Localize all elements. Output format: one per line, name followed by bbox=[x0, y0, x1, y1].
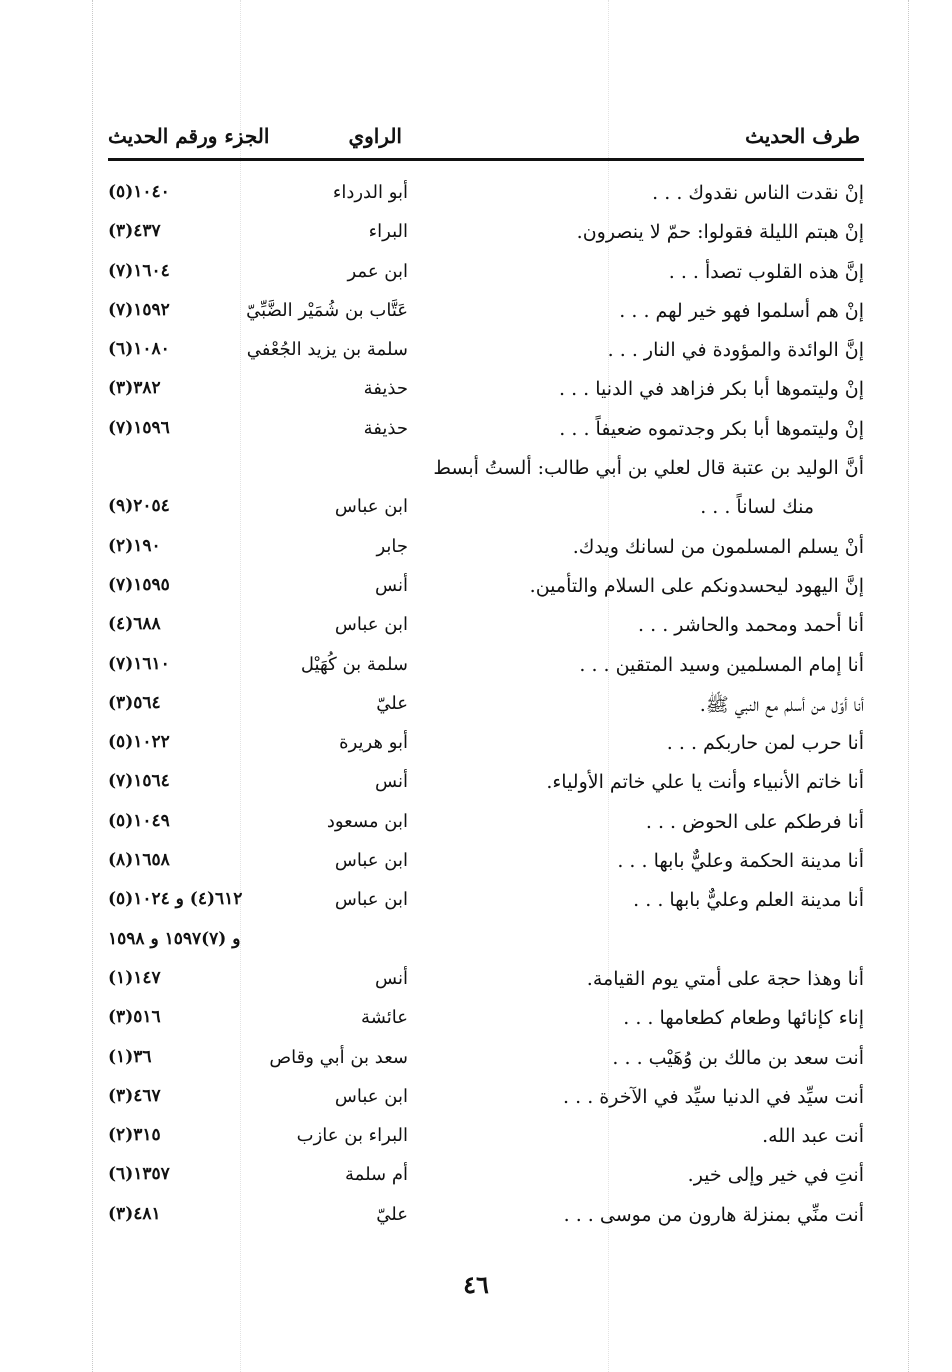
header-reference: الجزء ورقم الحديث bbox=[108, 124, 270, 148]
hadith-reference: ٣٨٢(٣) bbox=[108, 378, 161, 399]
hadith-reference: ١٥٩٥(٧) bbox=[108, 574, 170, 595]
narrator-name: البراء بن عازب bbox=[296, 1125, 408, 1147]
hadith-reference: ٣٦(١) bbox=[108, 1046, 152, 1067]
index-row bbox=[108, 1041, 864, 1080]
narrator-name: أنس bbox=[375, 967, 408, 989]
hadith-reference: ١٤٧(١) bbox=[108, 967, 161, 988]
page-number: ٤٦ bbox=[463, 1270, 489, 1299]
index-row bbox=[108, 805, 864, 844]
narrator-name: أم سلمة bbox=[345, 1164, 408, 1186]
narrator-name: عائشة bbox=[361, 1007, 408, 1029]
hadith-reference: ٤٨١(٣) bbox=[108, 1203, 161, 1224]
hadith-text: أنا أوّل من أسلم مع النبي ﷺ. bbox=[699, 693, 864, 716]
narrator-name: ابن عباس bbox=[334, 889, 408, 911]
narrator-name: أنس bbox=[375, 574, 408, 596]
hadith-reference: ١٦٠٤(٧) bbox=[108, 260, 170, 281]
index-row bbox=[108, 255, 864, 294]
narrator-name: سلمة بن كُهَيْل bbox=[300, 653, 408, 675]
hadith-text: أنا فرطكم على الحوض . . . bbox=[645, 810, 864, 833]
hadith-text: إنْ وليتموها أبا بكر فزاهد في الدنيا . . . bbox=[559, 378, 864, 401]
narrator-name: ابن عباس bbox=[334, 850, 408, 872]
hadith-text: أنت عبد الله. bbox=[762, 1125, 864, 1148]
header-narrator: الراوي bbox=[348, 124, 402, 148]
table-header bbox=[108, 124, 860, 160]
narrator-name: جابر bbox=[376, 535, 408, 557]
hadith-text: أنت سعد بن مالك بن وُهَيْب . . . bbox=[612, 1046, 864, 1069]
narrator-name: أبو هريرة bbox=[339, 732, 408, 754]
narrator-name: حذيفة bbox=[363, 378, 408, 400]
hadith-reference: ١٥٩٢(٧) bbox=[108, 299, 170, 320]
hadith-reference: ١٣٥٧(٦) bbox=[108, 1164, 170, 1185]
hadith-reference: ١٠٨٠(٦) bbox=[108, 339, 170, 360]
hadith-reference: ٢٠٥٤(٩) bbox=[108, 496, 170, 517]
hadith-reference: ٦١٢(٤) و ١٠٢٤(٥) bbox=[108, 889, 243, 910]
hadith-reference: ١٥٦٤(٧) bbox=[108, 771, 170, 792]
hadith-reference: ٤٦٧(٣) bbox=[108, 1085, 161, 1106]
narrator-name: عَتَّاب بن شُمَيْر الضَّبِّيّ bbox=[246, 299, 408, 321]
hadith-reference: ٥٦٤(٣) bbox=[108, 692, 161, 713]
hadith-reference: ١٠٢٢(٥) bbox=[108, 732, 170, 753]
hadith-reference: و (٧)١٥٩٧ و ١٥٩٨ bbox=[108, 928, 241, 949]
hadith-text: إنَّ اليهود ليحسدونكم على السلام والتأمين. bbox=[529, 574, 864, 597]
hadith-text: إنْ هبتم الليلة فقولوا: حمّ لا ينصرون. bbox=[576, 221, 864, 244]
index-row bbox=[108, 687, 864, 726]
narrator-name: عليّ bbox=[376, 1203, 408, 1225]
narrator-name: ابن عباس bbox=[334, 1085, 408, 1107]
index-row bbox=[108, 1198, 864, 1237]
narrator-name: البراء bbox=[368, 221, 408, 243]
narrator-name: حذيفة bbox=[363, 417, 408, 439]
hadith-reference: ١٠٤٩(٥) bbox=[108, 810, 170, 831]
index-row bbox=[108, 451, 864, 490]
page-edge-right bbox=[908, 0, 909, 1372]
hadith-text: أنا وهذا حجة على أمتي يوم القيامة. bbox=[586, 967, 864, 990]
hadith-reference: ١٠٤٠(٥) bbox=[108, 182, 170, 202]
hadith-reference: ٥١٦(٣) bbox=[108, 1007, 161, 1028]
page-edge-left bbox=[92, 0, 93, 1372]
hadith-text: إنَّ الوائدة والمؤودة في النار . . . bbox=[607, 339, 864, 362]
index-row bbox=[108, 648, 864, 687]
hadith-reference: ٤٣٧(٣) bbox=[108, 221, 161, 242]
index-row bbox=[108, 490, 864, 529]
index-row bbox=[108, 1080, 864, 1119]
index-row bbox=[108, 412, 864, 451]
narrator-name: ابن عمر bbox=[347, 260, 408, 282]
narrator-name: ابن عباس bbox=[334, 614, 408, 636]
narrator-name: عليّ bbox=[376, 692, 408, 714]
hadith-text: إنْ نقدت الناس نقدوك . . . bbox=[652, 182, 864, 204]
hadith-reference: ٣١٥(٢) bbox=[108, 1125, 161, 1146]
hadith-text: أنا أحمد ومحمد والحاشر . . . bbox=[638, 614, 864, 637]
hadith-text: أنَّ الوليد بن عتبة قال لعلي بن أبي طالب: ألستُ أبسط bbox=[433, 457, 864, 480]
index-row bbox=[108, 883, 864, 922]
hadith-text: أنْ يسلم المسلمون من لسانك ويدك. bbox=[572, 535, 864, 558]
index-row bbox=[108, 530, 864, 569]
header-hadith: طرف الحديث bbox=[745, 124, 860, 148]
narrator-name: ابن عباس bbox=[334, 496, 408, 518]
narrator-name: ابن مسعود bbox=[326, 810, 408, 832]
hadith-text: أنتِ في خير وإلى خير. bbox=[687, 1164, 864, 1187]
index-row bbox=[108, 569, 864, 608]
narrator-name: أبو الدرداء bbox=[332, 182, 408, 203]
index-row bbox=[108, 1001, 864, 1040]
narrator-name: سلمة بن يزيد الجُعْفي bbox=[246, 339, 408, 361]
index-row bbox=[108, 923, 864, 962]
index-row bbox=[108, 333, 864, 372]
hadith-text: أنت سيِّد في الدنيا سيِّد في الآخرة . . . bbox=[563, 1085, 864, 1108]
hadith-text: أنت منِّي بمنزلة هارون من موسى . . . bbox=[563, 1203, 864, 1226]
header-rule bbox=[108, 158, 864, 161]
index-row bbox=[108, 294, 864, 333]
hadith-reference: ١٩٠(٢) bbox=[108, 535, 161, 556]
hadith-text: إنْ هم أسلموا فهو خير لهم . . . bbox=[619, 299, 864, 322]
index-row bbox=[108, 1119, 864, 1158]
hadith-reference: ١٦١٠(٧) bbox=[108, 653, 170, 674]
narrator-name: سعد بن أبي وقاص bbox=[269, 1046, 408, 1068]
index-row bbox=[108, 765, 864, 804]
index-row bbox=[108, 844, 864, 883]
hadith-reference: ١٥٩٦(٧) bbox=[108, 417, 170, 438]
index-row bbox=[108, 962, 864, 1001]
hadith-text: إناء كإنائها وطعام كطعامها . . . bbox=[623, 1007, 864, 1030]
index-row bbox=[108, 608, 864, 647]
index-row bbox=[108, 1158, 864, 1197]
hadith-reference: ٦٨٨(٤) bbox=[108, 614, 161, 635]
hadith-text: منك لساناً . . . bbox=[700, 496, 814, 519]
index-row bbox=[108, 176, 864, 215]
index-row bbox=[108, 372, 864, 411]
hadith-text: أنا إمام المسلمين وسيد المتقين . . . bbox=[579, 653, 864, 676]
hadith-reference: ١٦٥٨(٨) bbox=[108, 850, 170, 871]
index-row bbox=[108, 215, 864, 254]
hadith-text: أنا مدينة العلم وعليٌّ بابها . . . bbox=[633, 889, 864, 912]
hadith-text: أنا مدينة الحكمة وعليٌّ بابها . . . bbox=[617, 850, 864, 873]
hadith-text: إنَّ هذه القلوب تصدأ . . . bbox=[668, 260, 864, 283]
hadith-text: أنا خاتم الأنبياء وأنت يا علي خاتم الأولياء. bbox=[546, 771, 864, 794]
hadith-text: أنا حرب لمن حاربكم . . . bbox=[666, 732, 864, 755]
index-row bbox=[108, 726, 864, 765]
hadith-text: إنْ وليتموها أبا بكر وجدتموه ضعيفاً . . . bbox=[559, 417, 864, 440]
index-entries bbox=[108, 176, 864, 1237]
narrator-name: أنس bbox=[375, 771, 408, 793]
